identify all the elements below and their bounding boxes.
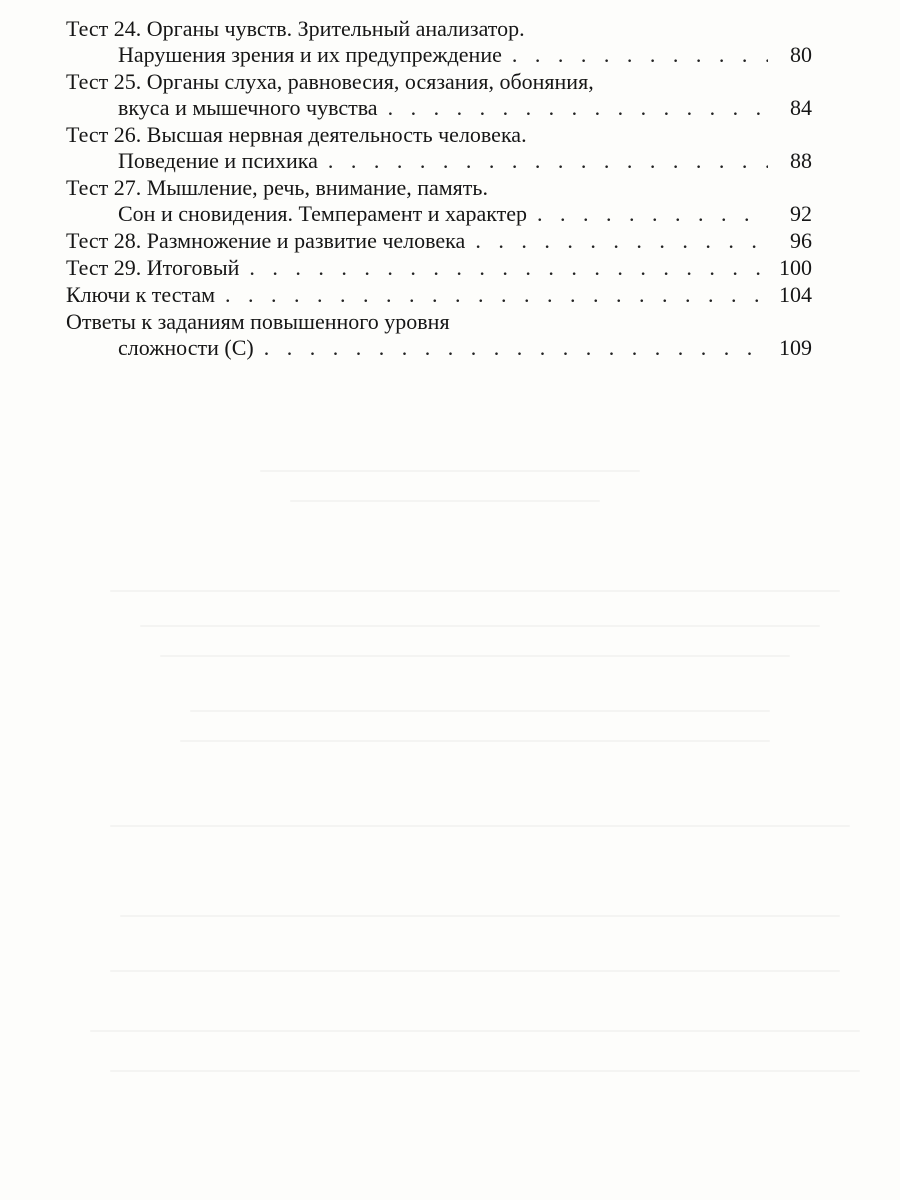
toc-entry: [66, 16, 812, 68]
toc-entry-continuation: [66, 148, 812, 174]
toc-page-number: 84: [790, 95, 812, 120]
toc-page-number: 109: [779, 335, 812, 360]
dot-leader: [388, 95, 768, 121]
toc-entry-title: Тест 26. Высшая нервная деятельность человека.: [66, 122, 527, 147]
toc-entry-row: [66, 282, 812, 308]
dot-leader: [225, 282, 768, 308]
toc-entry: [66, 255, 812, 281]
toc-entry-title: Тест 28. Размножение и развитие человека: [66, 228, 466, 253]
show-through-mark: [110, 590, 840, 592]
show-through-mark: [160, 655, 790, 657]
toc-entry-continuation: [66, 95, 812, 121]
toc-entry-row: [66, 228, 812, 254]
toc-entry: [66, 282, 812, 308]
toc-entry-continuation: [66, 335, 812, 361]
toc-entry-title: Ответы к заданиям повышенного уровня: [66, 309, 450, 334]
toc-entry: [66, 69, 812, 121]
toc-entry-title-cont: Сон и сновидения. Темперамент и характер: [118, 201, 527, 226]
toc-entry-continuation: [66, 42, 812, 68]
toc-entry-continuation: [66, 201, 812, 227]
toc-page-number: 104: [779, 282, 812, 307]
dot-leader: [537, 201, 768, 227]
show-through-mark: [190, 710, 770, 712]
toc-page-number: 88: [790, 148, 812, 173]
toc-entry-title-cont: Нарушения зрения и их предупреждение: [118, 42, 502, 67]
toc-page-number: 92: [790, 201, 812, 226]
toc-entry-title: Тест 25. Органы слуха, равновесия, осязания, обоняния,: [66, 69, 594, 94]
dot-leader: [328, 148, 768, 174]
toc-page-number: 100: [779, 255, 812, 280]
dot-leader: [264, 335, 768, 361]
show-through-mark: [90, 1030, 860, 1032]
toc-entry-title-cont: вкуса и мышечного чувства: [118, 95, 378, 120]
show-through-mark: [290, 500, 600, 502]
toc-entry-title-cont: Поведение и психика: [118, 148, 318, 173]
show-through-mark: [120, 915, 840, 917]
toc-entry-row: [66, 255, 812, 281]
dot-leader: [475, 228, 768, 254]
toc-entry-title: Тест 27. Мышление, речь, внимание, память.: [66, 175, 488, 200]
dot-leader: [512, 42, 768, 68]
toc-entry: [66, 309, 812, 361]
dot-leader: [249, 255, 768, 281]
toc-page-number: 96: [790, 228, 812, 253]
show-through-mark: [110, 825, 850, 827]
show-through-mark: [260, 470, 640, 472]
show-through-mark: [140, 625, 820, 627]
table-of-contents: [66, 16, 812, 362]
show-through-mark: [110, 1070, 860, 1072]
toc-entry: [66, 122, 812, 174]
toc-entry-title: Ключи к тестам: [66, 282, 216, 307]
toc-entry-title-cont: сложности (С): [118, 335, 254, 360]
toc-entry: [66, 175, 812, 227]
toc-entry-title: Тест 29. Итоговый: [66, 255, 240, 280]
toc-entry-title: Тест 24. Органы чувств. Зрительный анализатор.: [66, 16, 525, 41]
show-through-mark: [180, 740, 770, 742]
show-through-mark: [110, 970, 840, 972]
toc-page-number: 80: [790, 42, 812, 67]
toc-entry: [66, 228, 812, 254]
